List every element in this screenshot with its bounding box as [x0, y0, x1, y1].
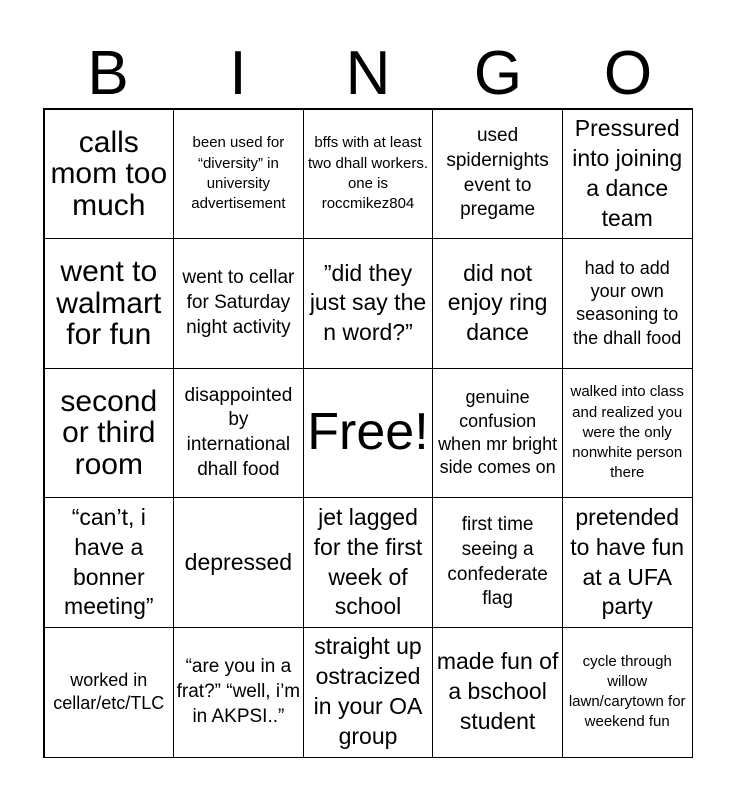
- bingo-cell[interactable]: made fun of a bschool student: [432, 627, 563, 758]
- bingo-cell[interactable]: pretended to have fun at a UFA party: [562, 497, 693, 628]
- bingo-cell[interactable]: bffs with at least two dhall workers. one is roccmikez804: [303, 109, 434, 240]
- bingo-cell[interactable]: second or third room: [44, 368, 175, 499]
- bingo-cell[interactable]: cycle through willow lawn/carytown for weekend fun: [562, 627, 693, 758]
- header-letter-b: B: [87, 39, 129, 108]
- bingo-cell[interactable]: went to cellar for Saturday night activity: [173, 238, 304, 369]
- bingo-cell[interactable]: calls mom too much: [44, 109, 175, 240]
- bingo-cell[interactable]: Pressured into joining a dance team: [562, 109, 693, 240]
- header-letter-i: I: [229, 39, 247, 108]
- bingo-cell[interactable]: first time seeing a confederate flag: [432, 497, 563, 628]
- bingo-cell[interactable]: disappointed by international dhall food: [173, 368, 304, 499]
- bingo-cell[interactable]: went to walmart for fun: [44, 238, 175, 369]
- bingo-cell[interactable]: “are you in a frat?” “well, i’m in AKPSI..”: [173, 627, 304, 758]
- bingo-cell[interactable]: genuine confusion when mr bright side comes on: [432, 368, 563, 499]
- bingo-free-space[interactable]: Free!: [303, 368, 434, 499]
- bingo-header: [43, 40, 693, 108]
- bingo-cell[interactable]: did not enjoy ring dance: [432, 238, 563, 369]
- bingo-cell[interactable]: worked in cellar/etc/TLC: [44, 627, 175, 758]
- bingo-cell[interactable]: depressed: [173, 497, 304, 628]
- bingo-cell[interactable]: “can’t, i have a bonner meeting”: [44, 497, 175, 628]
- header-letter-o: O: [603, 39, 653, 108]
- header-letter-n: N: [345, 39, 391, 108]
- bingo-cell[interactable]: used spidernights event to pregame: [432, 109, 563, 240]
- header-letter-g: G: [473, 39, 523, 108]
- bingo-cell[interactable]: been used for “diversity” in university advertisement: [173, 109, 304, 240]
- bingo-cell[interactable]: straight up ostracized in your OA group: [303, 627, 434, 758]
- bingo-cell[interactable]: walked into class and realized you were the only nonwhite person there: [562, 368, 693, 499]
- bingo-board: [43, 108, 693, 758]
- bingo-cell[interactable]: had to add your own seasoning to the dhall food: [562, 238, 693, 369]
- bingo-cell[interactable]: ”did they just say the n word?”: [303, 238, 434, 369]
- bingo-cell[interactable]: jet lagged for the first week of school: [303, 497, 434, 628]
